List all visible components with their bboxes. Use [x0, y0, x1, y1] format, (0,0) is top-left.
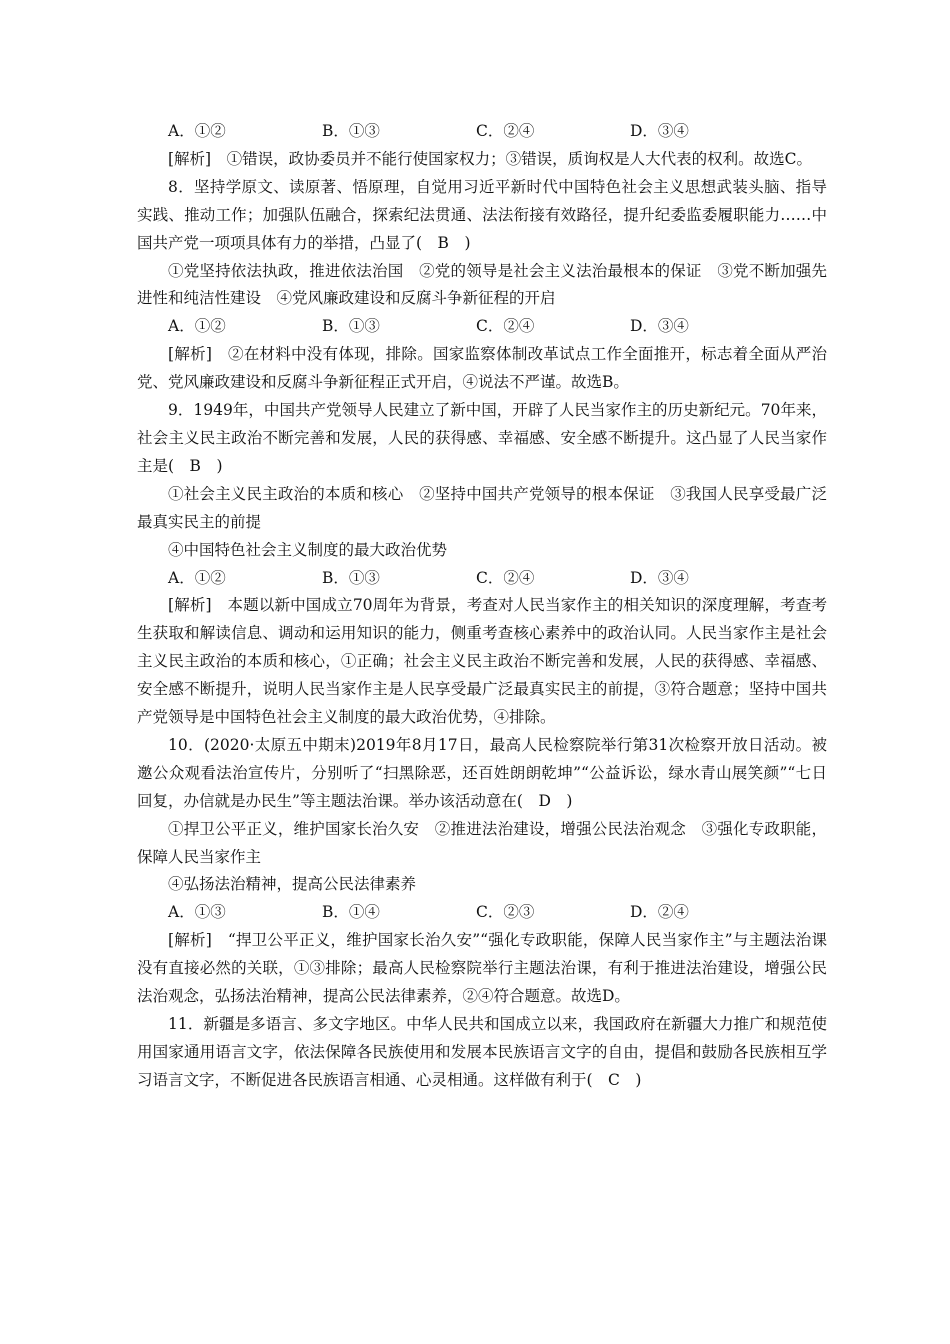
q8-option-d: D．③④: [630, 317, 689, 336]
q7-options: [137, 118, 827, 146]
q9-option-a: A．①②: [168, 568, 226, 587]
q9-option-b: B．①③: [322, 568, 380, 587]
q10-item-4: ④弘扬法治精神，提高公民法律素养: [168, 875, 417, 894]
q10-items: ①捍卫公平正义，维护国家长治久安 ②推进法治建设，增强公民法治观念 ③强化专政职能，保障人民当家作主: [137, 819, 827, 866]
q9-items: ①社会主义民主政治的本质和核心 ②坚持中国共产党领导的根本保证 ③我国人民享受最广泛最真实民主的前提: [137, 484, 827, 531]
q9-option-d: D．③④: [630, 568, 689, 587]
q10-stem: 10．(2020·太原五中期末)2019年8月17日，最高人民检察院举行第31次检察开放日活动。被邀公众观看法治宣传片，分别听了“扫黑除恶，还百姓朗朗乾坤”“公益诉讼，绿水青山展笑颜”“七日回复，办信就是办民生”等主题法治课。举办该活动意在( D ): [137, 735, 827, 810]
q8-option-a: A．①②: [168, 317, 226, 336]
q7-option-d: D．③④: [630, 122, 689, 140]
q10-option-b: B．①④: [322, 903, 380, 922]
q10-option-a: A．①③: [168, 903, 226, 922]
q8-analysis: [解析] ②在材料中没有体现，排除。国家监察体制改革试点工作全面推开，标志着全面从严治党、党风廉政建设和反腐斗争新征程正式开启，④说法不严谨。故选B。: [137, 345, 827, 392]
q8-stem: 8．坚持学原文、读原著、悟原理，自觉用习近平新时代中国特色社会主义思想武装头脑、指导实践、推动工作；加强队伍融合，探索纪法贯通、法法衔接有效路径，提升纪委监委履职能力……中国共产党一项项具体有力的举措，凸显了( B ): [137, 177, 827, 252]
q8-options: [137, 313, 827, 341]
q9-item-4: ④中国特色社会主义制度的最大政治优势: [168, 540, 448, 559]
q7-analysis: [解析] ①错误，政协委员并不能行使国家权力；③错误，质询权是人大代表的权利。故选C。: [168, 149, 812, 168]
q9-stem: 9．1949年，中国共产党领导人民建立了新中国，开辟了人民当家作主的历史新纪元。70年来，社会主义民主政治不断完善和发展，人民的获得感、幸福感、安全感不断提升。这凸显了人民当家作主是( B ): [137, 401, 827, 475]
q8-option-b: B．①③: [322, 317, 380, 336]
q7-option-b: B．①③: [322, 122, 380, 140]
q9-analysis: [解析] 本题以新中国成立70周年为背景，考查对人民当家作主的相关知识的深度理解，考查考生获取和解读信息、调动和运用知识的能力，侧重考查核心素养中的政治认同。人民当家作主是社会主义民主政治的本质和核心，①正确；社会主义民主政治不断完善和发展，人民的获得感、幸福感、安全感不断提升，说明人民当家作主是人民享受最广泛最真实民主的前提，③符合题意；坚持中国共产党领导是中国特色社会主义制度的最大政治优势，④排除。: [137, 596, 827, 727]
q10-option-c: C．②③: [476, 903, 535, 922]
q8-option-c: C．②④: [476, 317, 535, 336]
q11-stem: 11．新疆是多语言、多文字地区。中华人民共和国成立以来，我国政府在新疆大力推广和规范使用国家通用语言文字，依法保障各民族使用和发展本民族语言文字的自由，提倡和鼓励各民族相互学习语言文字，不断促进各民族语言相通、心灵相通。这样做有利于( C ): [137, 1015, 827, 1089]
q9-option-c: C．②④: [476, 568, 535, 587]
q8-items: ①党坚持依法执政，推进依法治国 ②党的领导是社会主义法治最根本的保证 ③党不断加强先进性和纯洁性建设 ④党风廉政建设和反腐斗争新征程的开启: [137, 261, 827, 308]
q10-analysis: [解析] “捍卫公平正义，维护国家长治久安”“强化专政职能，保障人民当家作主”与主题法治课没有直接必然的关联，①③排除；最高人民检察院举行主题法治课，有利于推进法治建设，增强公民法治观念，弘扬法治精神，提高公民法律素养，②④符合题意。故选D。: [137, 931, 827, 1006]
q7-option-a: A．①②: [168, 122, 226, 140]
q10-option-d: D．②④: [630, 903, 689, 922]
q9-options: [137, 565, 827, 593]
q7-option-c: C．②④: [476, 122, 535, 140]
q10-options: [137, 899, 827, 927]
document-page: [137, 118, 827, 1095]
